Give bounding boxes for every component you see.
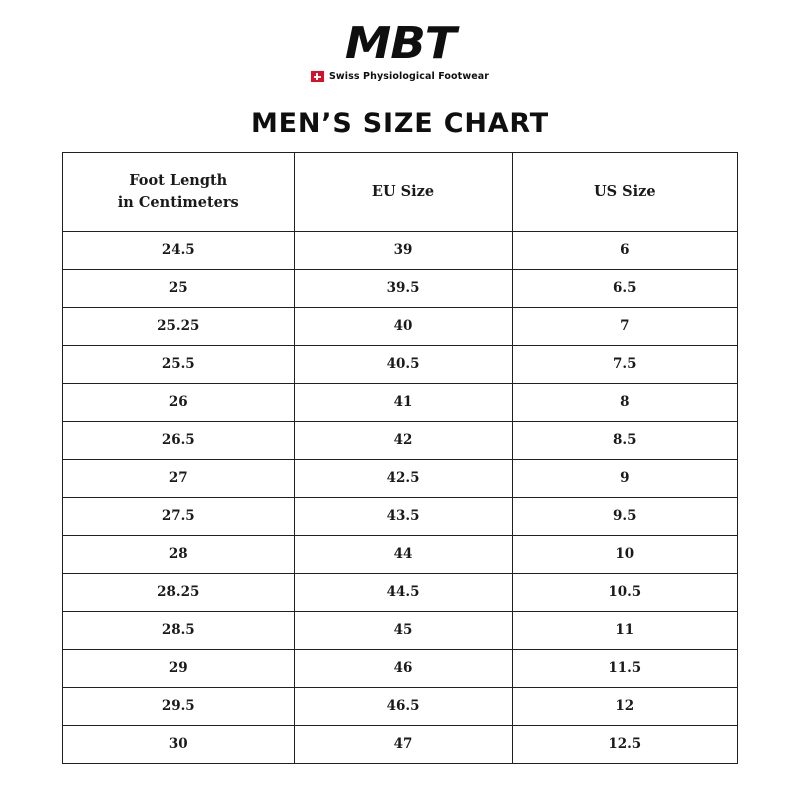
cell-foot-length: 25.5: [63, 345, 295, 383]
column-header-eu-size: [294, 153, 512, 232]
swiss-cross-icon: [311, 71, 324, 82]
cell-eu-size: 44: [294, 535, 512, 573]
cell-us-size: 12: [512, 687, 737, 725]
cell-us-size: 8.5: [512, 421, 737, 459]
column-header-foot-length: [63, 153, 295, 232]
cell-foot-length: 29.5: [63, 687, 295, 725]
table-row: [63, 307, 738, 345]
cell-eu-size: 39: [294, 231, 512, 269]
cell-foot-length: 29: [63, 649, 295, 687]
cell-us-size: 12.5: [512, 725, 737, 763]
cell-eu-size: 45: [294, 611, 512, 649]
table-row: [63, 535, 738, 573]
cell-us-size: 6: [512, 231, 737, 269]
cell-eu-size: 40.5: [294, 345, 512, 383]
table-row: [63, 725, 738, 763]
cell-foot-length: 27.5: [63, 497, 295, 535]
table-row: [63, 497, 738, 535]
cell-eu-size: 46: [294, 649, 512, 687]
cell-eu-size: 47: [294, 725, 512, 763]
column-header-line2: in Centimeters: [117, 193, 239, 211]
cell-eu-size: 43.5: [294, 497, 512, 535]
cell-foot-length: 28: [63, 535, 295, 573]
cell-foot-length: 28.25: [63, 573, 295, 611]
table-row: [63, 421, 738, 459]
column-header-us-size: [512, 153, 737, 232]
table-row: [63, 459, 738, 497]
cell-eu-size: 42: [294, 421, 512, 459]
cell-eu-size: 41: [294, 383, 512, 421]
cell-us-size: 10.5: [512, 573, 737, 611]
table-row: [63, 383, 738, 421]
page-title: MEN’S SIZE CHART: [250, 108, 550, 139]
cell-us-size: 6.5: [512, 269, 737, 307]
cell-eu-size: 42.5: [294, 459, 512, 497]
size-chart-table-wrap: [62, 152, 738, 764]
cell-foot-length: 26.5: [63, 421, 295, 459]
table-row: [63, 269, 738, 307]
cell-us-size: 7.5: [512, 345, 737, 383]
cell-eu-size: 46.5: [294, 687, 512, 725]
table-row: [63, 573, 738, 611]
column-header-line1: US Size: [593, 182, 656, 200]
cell-foot-length: 28.5: [63, 611, 295, 649]
cell-us-size: 10: [512, 535, 737, 573]
table-header-row: [63, 153, 738, 232]
size-chart-table: [62, 152, 738, 764]
table-head: [63, 153, 738, 232]
cell-foot-length: 25.25: [63, 307, 295, 345]
table-row: [63, 611, 738, 649]
cell-foot-length: 25: [63, 269, 295, 307]
brand-logo: [0, 0, 800, 82]
column-header-line1: EU Size: [371, 182, 435, 200]
cell-foot-length: 30: [63, 725, 295, 763]
table-row: [63, 687, 738, 725]
cell-us-size: 11: [512, 611, 737, 649]
cell-eu-size: 44.5: [294, 573, 512, 611]
cell-eu-size: 39.5: [294, 269, 512, 307]
table-row: [63, 345, 738, 383]
brand-tagline-row: [0, 71, 800, 82]
table-row: [63, 231, 738, 269]
cell-us-size: 11.5: [512, 649, 737, 687]
cell-us-size: 7: [512, 307, 737, 345]
cell-foot-length: 27: [63, 459, 295, 497]
cell-us-size: 8: [512, 383, 737, 421]
cell-us-size: 9: [512, 459, 737, 497]
table-row: [63, 649, 738, 687]
cell-us-size: 9.5: [512, 497, 737, 535]
brand-tagline: Swiss Physiological Footwear: [328, 71, 490, 82]
brand-wordmark: MBT: [344, 18, 456, 69]
cell-eu-size: 40: [294, 307, 512, 345]
cell-foot-length: 24.5: [63, 231, 295, 269]
cell-foot-length: 26: [63, 383, 295, 421]
table-body: [63, 231, 738, 763]
column-header-line1: Foot Length: [129, 172, 228, 189]
